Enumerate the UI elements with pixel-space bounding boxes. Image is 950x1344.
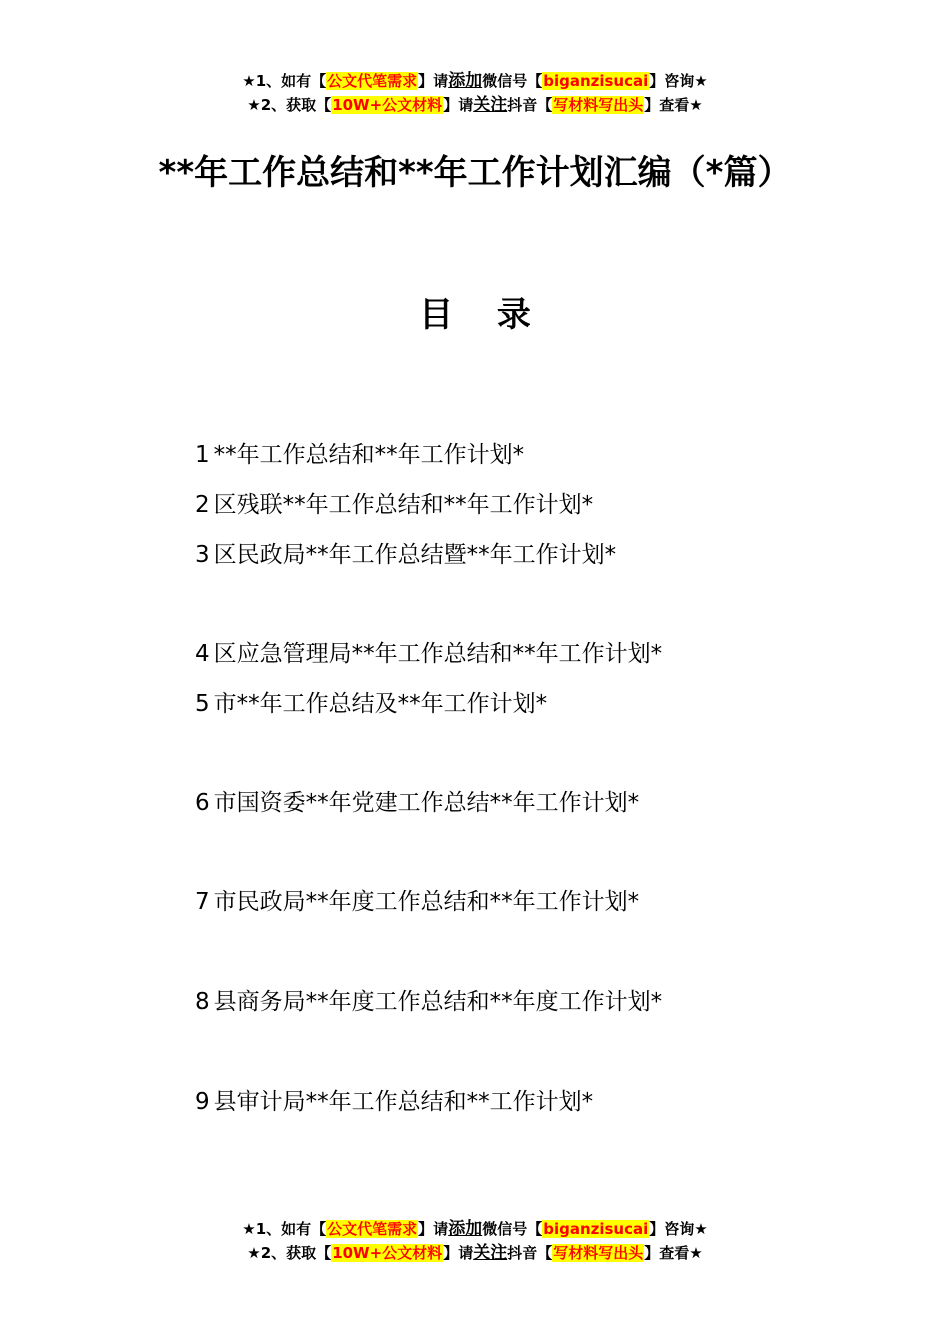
- notice-line-1: ★1、如有【公文代笔需求】请添加微信号【biganzisucai】咨询★: [242, 71, 708, 91]
- wechat-id-highlight: biganzisucai: [543, 1220, 649, 1238]
- toc-item: 8 县商务局**年度工作总结和**年度工作计划*: [195, 989, 663, 1015]
- service-highlight: 公文代笔需求: [327, 1220, 418, 1238]
- top-notice: [0, 69, 950, 117]
- service-highlight: 公文代笔需求: [327, 72, 418, 90]
- add-emphasis: 添加: [448, 1219, 483, 1239]
- notice-line-1: ★1、如有【公文代笔需求】请添加微信号【biganzisucai】咨询★: [242, 1219, 708, 1239]
- toc-item: 4 区应急管理局**年工作总结和**年工作计划*: [195, 641, 663, 667]
- toc-item: 2 区残联**年工作总结和**年工作计划*: [195, 492, 594, 518]
- douyin-account-highlight: 写材料写出头: [553, 1244, 644, 1262]
- materials-highlight: 10W+公文材料: [332, 1244, 443, 1262]
- notice-line-2: ★2、获取【10W+公文材料】请关注抖音【写材料写出头】查看★: [247, 1243, 703, 1263]
- toc-item: 5 市**年工作总结及**年工作计划*: [195, 691, 548, 717]
- toc-item: 3 区民政局**年工作总结暨**年工作计划*: [195, 542, 617, 568]
- toc-item: 1 **年工作总结和**年工作计划*: [195, 442, 525, 468]
- document-title: **年工作总结和**年工作计划汇编（*篇）: [158, 153, 792, 193]
- materials-highlight: 10W+公文材料: [332, 96, 443, 114]
- add-emphasis: 添加: [448, 71, 483, 91]
- toc-item: 6 市国资委**年党建工作总结**年工作计划*: [195, 790, 640, 816]
- bottom-notice: [0, 1217, 950, 1265]
- douyin-account-highlight: 写材料写出头: [553, 96, 644, 114]
- toc-item: 9 县审计局**年工作总结和**工作计划*: [195, 1089, 594, 1115]
- wechat-id-highlight: biganzisucai: [543, 72, 649, 90]
- toc-item: 7 市民政局**年度工作总结和**年工作计划*: [195, 889, 640, 915]
- follow-emphasis: 关注: [473, 95, 508, 115]
- toc-heading: 目 录: [419, 295, 547, 335]
- notice-line-2: ★2、获取【10W+公文材料】请关注抖音【写材料写出头】查看★: [247, 95, 703, 115]
- follow-emphasis: 关注: [473, 1243, 508, 1263]
